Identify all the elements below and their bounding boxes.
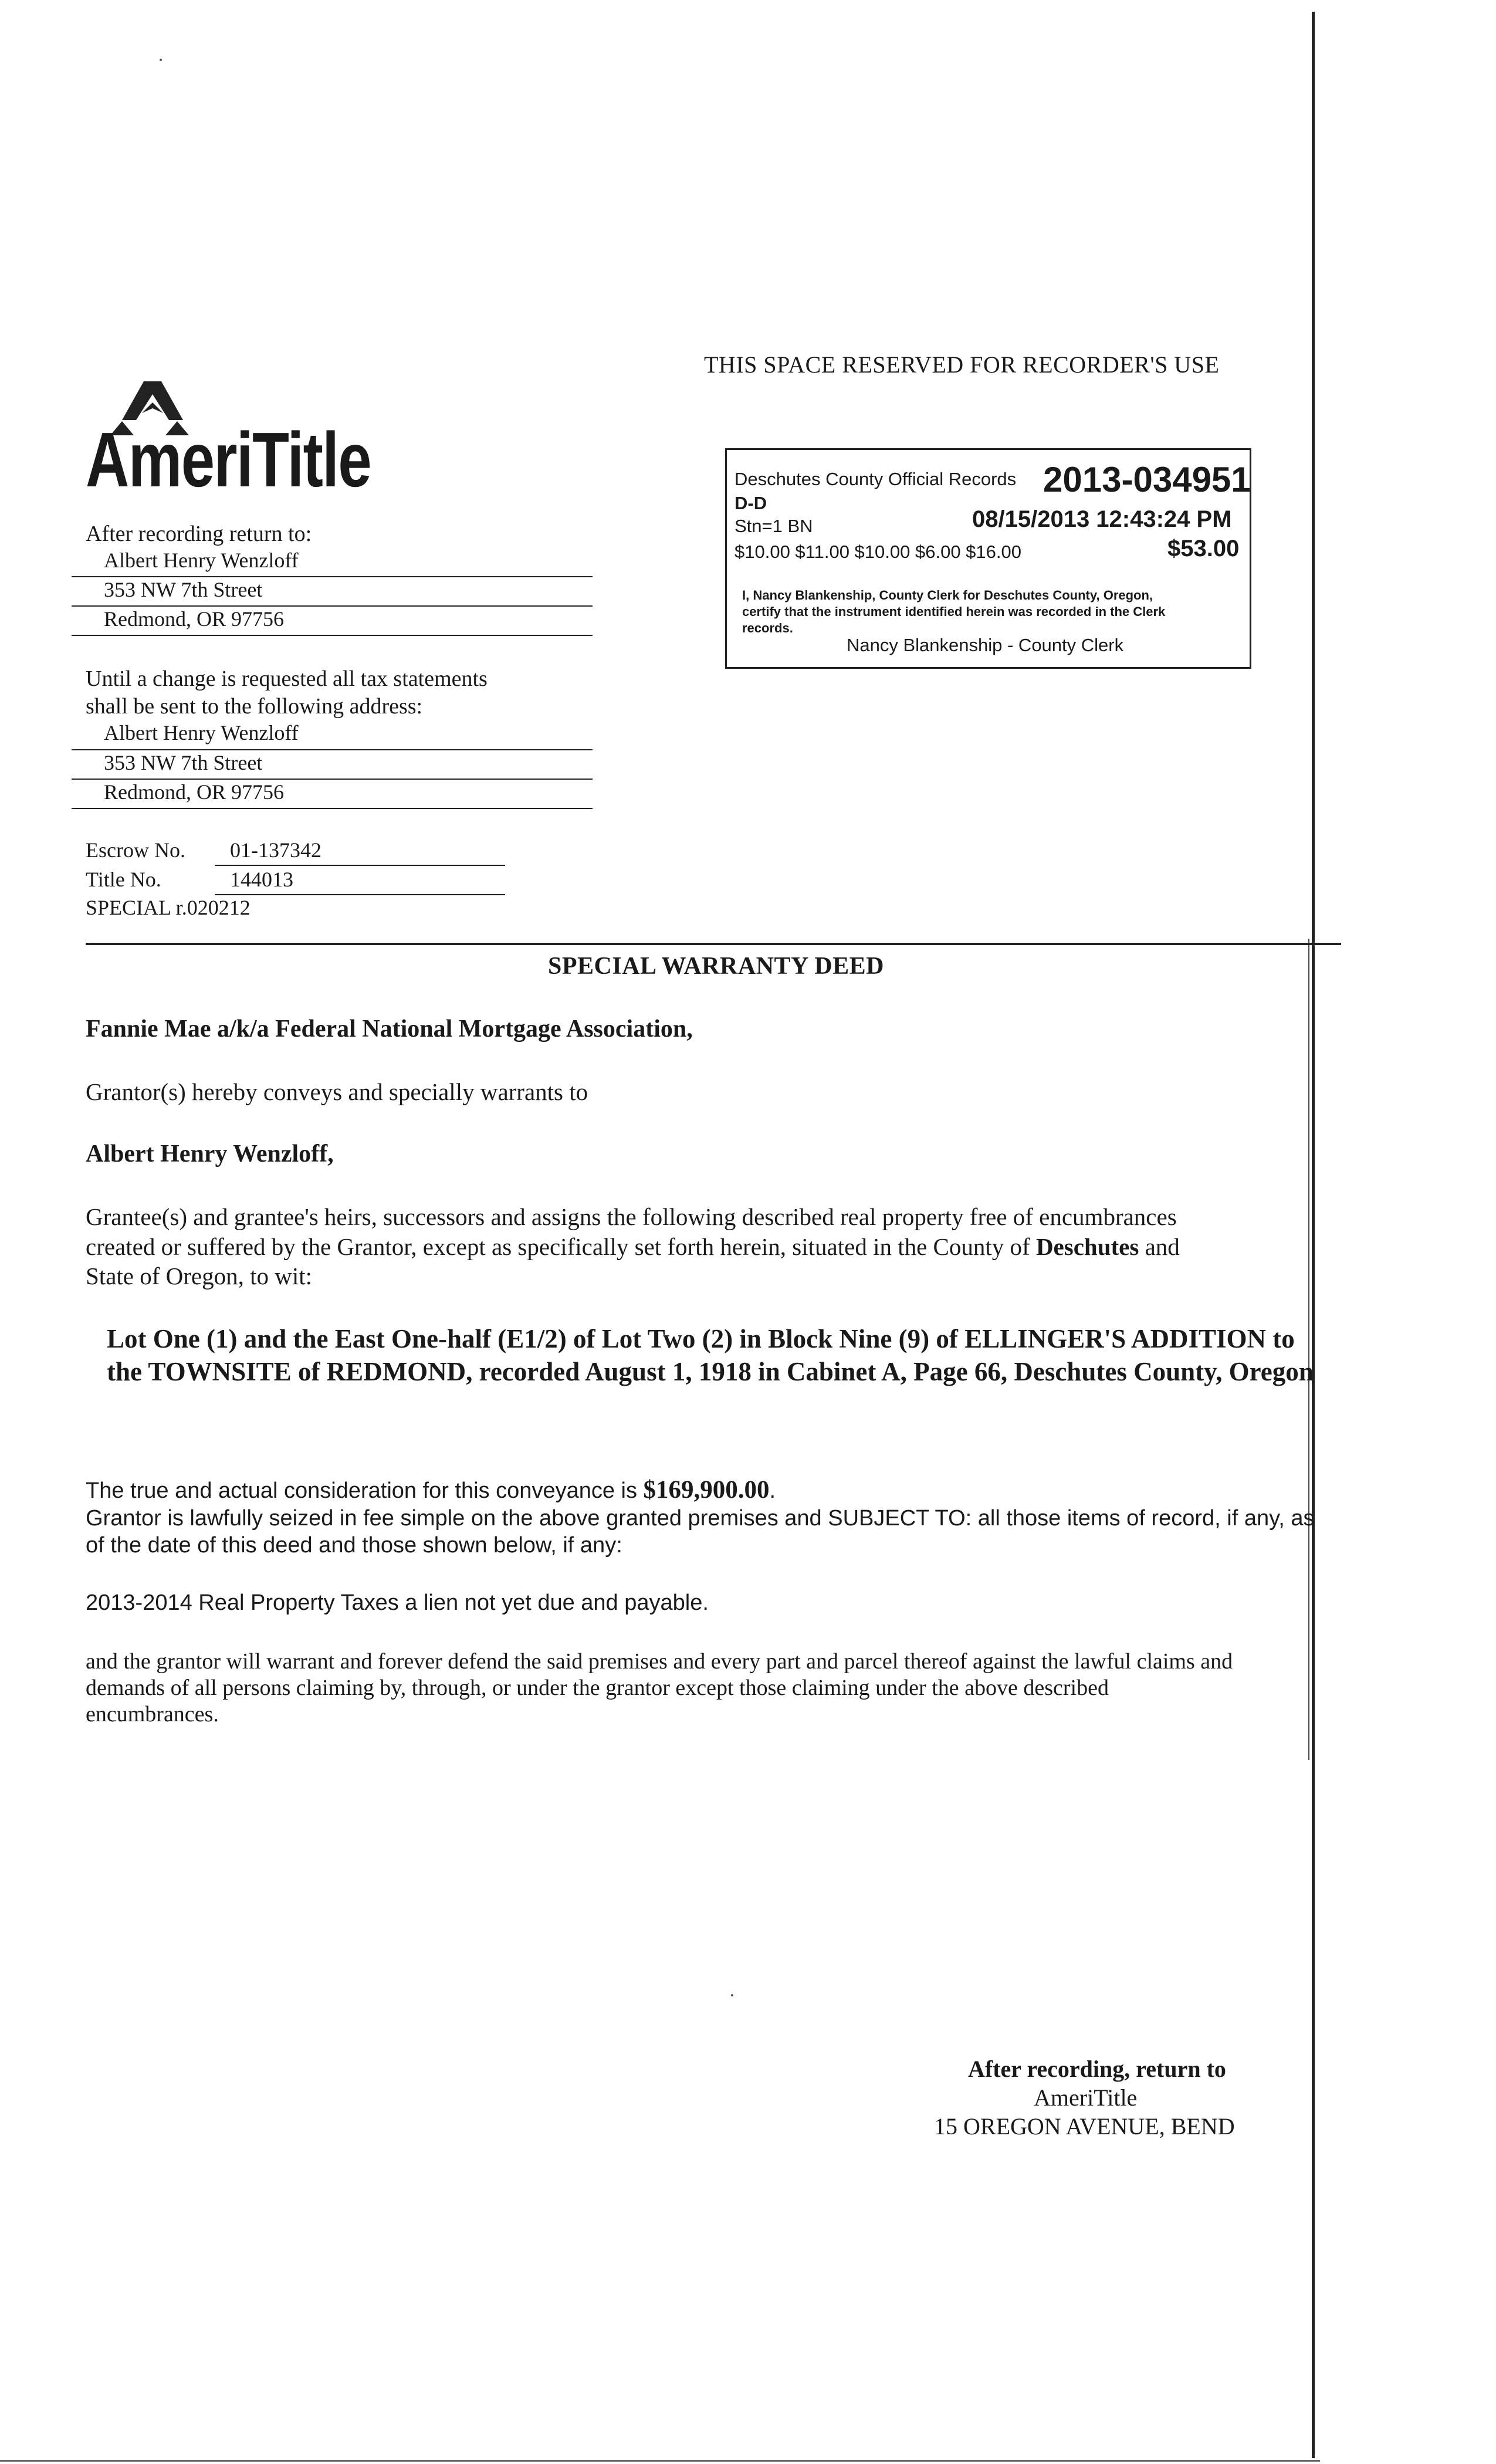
- warrant-line-2: demands of all persons claiming by, through, or under the grantor except those claiming under the above described: [86, 1676, 1109, 1700]
- scan-bottom-line: [0, 2460, 1320, 2462]
- doc-number: 2013-034951: [1043, 460, 1251, 499]
- fee-list: $10.00 $11.00 $10.00 $6.00 $16.00: [735, 541, 1021, 562]
- record-datetime: 08/15/2013 12:43:24 PM: [972, 506, 1232, 532]
- consideration-period: .: [769, 1478, 776, 1503]
- return-to-label: After recording return to:: [86, 522, 312, 546]
- after-recording-line-1: After recording, return to: [968, 2056, 1226, 2082]
- consideration-text: The true and actual consideration for this conveyance is: [86, 1478, 644, 1503]
- title-number: 144013: [230, 868, 293, 891]
- return-to-name: Albert Henry Wenzloff: [104, 549, 299, 572]
- consideration-line: [86, 1477, 776, 1504]
- grantee-paragraph-line-3: State of Oregon, to wit:: [86, 1263, 313, 1289]
- underline: [215, 865, 505, 866]
- grantee-paragraph-and: and: [1139, 1233, 1180, 1260]
- grantee-name: Albert Henry Wenzloff,: [86, 1140, 334, 1167]
- certify-line-3: records.: [742, 621, 793, 635]
- underline: [215, 894, 505, 895]
- legal-description-line-2: the TOWNSITE of REDMOND, recorded August 1, 1918 in Cabinet A, Page 66, Deschutes County, Oregon: [107, 1357, 1314, 1386]
- grantor-name: Fannie Mae a/k/a Federal National Mortgage Association,: [86, 1016, 693, 1043]
- grantee-paragraph-line-1: Grantee(s) and grantee's heirs, successors and assigns the following described real property free of encumbrances: [86, 1203, 1177, 1230]
- certify-line-1: I, Nancy Blankenship, County Clerk for Deschutes County, Oregon,: [742, 588, 1153, 603]
- seized-line-1: Grantor is lawfully seized in fee simple on the above granted premises and SUBJECT TO: all those items of record, if any, as: [86, 1506, 1315, 1531]
- scan-speck: [160, 59, 162, 61]
- certify-line-2: certify that the instrument identified herein was recorded in the Clerk: [742, 604, 1166, 619]
- warrant-line-1: and the grantor will warrant and forever defend the said premises and every part and parcel thereof against the lawful claims and: [86, 1649, 1233, 1674]
- scan-edge-line-secondary: [1308, 939, 1309, 1760]
- escrow-label: Escrow No.: [86, 838, 185, 862]
- ameritile-logo-text: AmeriTitle: [86, 417, 371, 503]
- special-code: SPECIAL r.020212: [86, 896, 251, 919]
- conveys-line: Grantor(s) hereby conveys and specially warrants to: [86, 1078, 588, 1105]
- grantee-paragraph-text: created or suffered by the Grantor, except as specifically set forth herein, situated in the County of: [86, 1233, 1036, 1260]
- recorder-stamp-box: [725, 448, 1251, 669]
- return-to-street: 353 NW 7th Street: [104, 578, 263, 601]
- underline: [72, 635, 593, 636]
- doc-type: D-D: [735, 493, 767, 513]
- tax-city: Redmond, OR 97756: [104, 780, 285, 804]
- station: Stn=1 BN: [735, 516, 813, 536]
- tax-label-line-2: shall be sent to the following address:: [86, 694, 423, 719]
- after-recording-line-2: AmeriTitle: [1034, 2084, 1138, 2111]
- underline: [72, 808, 593, 809]
- after-recording-line-3: 15 OREGON AVENUE, BEND: [934, 2113, 1235, 2140]
- consideration-amount: $169,900.00: [643, 1476, 770, 1504]
- tax-lien-line: 2013-2014 Real Property Taxes a lien not yet due and payable.: [86, 1590, 709, 1615]
- escrow-number: 01-137342: [230, 838, 321, 862]
- recorder-reserved-label: THIS SPACE RESERVED FOR RECORDER'S USE: [704, 351, 1220, 378]
- warrant-line-3: encumbrances.: [86, 1702, 219, 1727]
- records-label: Deschutes County Official Records: [735, 469, 1017, 489]
- clerk-name: Nancy Blankenship - County Clerk: [847, 635, 1124, 655]
- after-recording-block: [903, 2055, 1496, 2141]
- scan-speck: [731, 1994, 733, 1996]
- tax-name: Albert Henry Wenzloff: [104, 721, 299, 744]
- legal-description-line-1: Lot One (1) and the East One-half (E1/2) of Lot Two (2) in Block Nine (9) of ELLINGER'S ADDITION to: [107, 1324, 1295, 1353]
- tax-street: 353 NW 7th Street: [104, 751, 263, 774]
- return-to-city: Redmond, OR 97756: [104, 607, 285, 631]
- deed-title: SPECIAL WARRANTY DEED: [548, 953, 884, 980]
- fee-total: $53.00: [1167, 536, 1240, 561]
- county-name: Deschutes: [1035, 1233, 1139, 1260]
- grantee-paragraph-line-2: [86, 1232, 1180, 1261]
- title-label: Title No.: [86, 868, 161, 891]
- seized-line-2: of the date of this deed and those shown below, if any:: [86, 1533, 622, 1558]
- section-divider: [86, 943, 1341, 945]
- tax-label-line-1: Until a change is requested all tax statements: [86, 666, 488, 691]
